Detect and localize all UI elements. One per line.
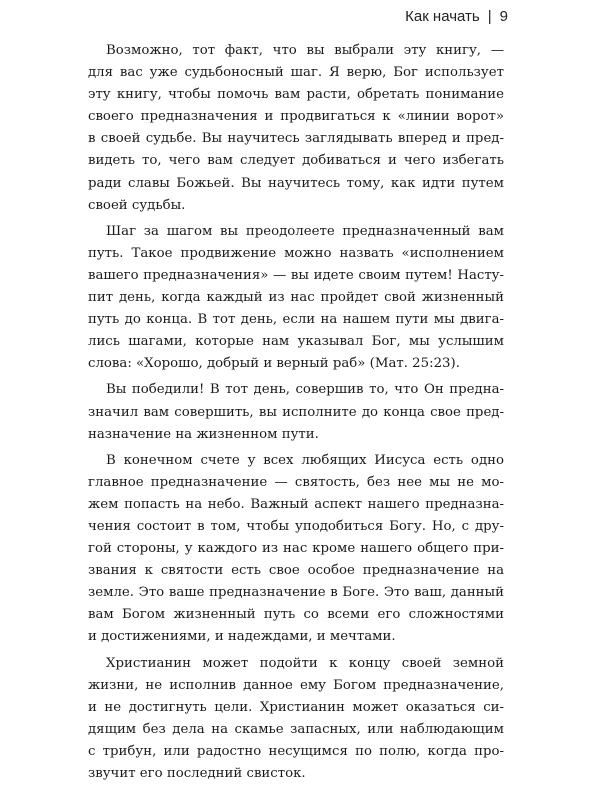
text-line: жизни, не исполнив данное ему Богом предназначение,: [88, 677, 504, 693]
text-line: Вы победили! В тот день, совершив то, что Он предна-: [106, 382, 504, 398]
text-line: главное предназначение — святость, без нее мы не мо-: [88, 474, 504, 490]
text-line: путь. Такое продвижение можно назвать «исполнением: [88, 245, 504, 261]
header-separator: |: [487, 8, 492, 25]
running-header-title: Как начать: [405, 8, 480, 25]
text-line: своей судьбы.: [88, 197, 186, 213]
text-line: звучит его последний свисток.: [88, 766, 306, 781]
text-line: слова: «Хорошо, добрый и верный раб» (Мат. 25:23).: [88, 356, 460, 372]
text-line: Христианин может подойти к концу своей земной: [106, 655, 504, 671]
text-line: значил вам совершить, вы исполните до конца свое пред-: [88, 404, 504, 420]
text-line: гой стороны, у каждого из нас кроме нашего общего при-: [88, 541, 504, 557]
text-line: эту книгу, чтобы помочь вам расти, обретать понимание: [88, 87, 504, 103]
paragraph-3: [88, 379, 504, 445]
text-line: своего предназначения и продвигаться к «линии ворот»: [88, 109, 504, 125]
text-line: Возможно, тот факт, что вы выбрали эту книгу, —: [106, 43, 504, 58]
text-line: жем попасть на небо. Важный аспект нашего предназна-: [88, 496, 504, 512]
text-line: ради славы Божьей. Вы научитесь тому, как идти путем: [88, 175, 504, 191]
text-line: звания к святости есть свое особое предназначение на: [88, 563, 504, 579]
text-line: видеть то, чего вам следует добиваться и чего избегать: [88, 153, 504, 169]
text-line: пит день, когда каждый из нас пройдет свой жизненный: [88, 290, 504, 306]
text-line: Шаг за шагом вы преодолеете предназначенный вам: [106, 223, 504, 239]
paragraph-1: [88, 40, 504, 217]
text-line: с трибун, или радостно несущимся по полю, когда про-: [88, 743, 504, 759]
text-line: чения состоит в том, чтобы уподобиться Богу. Но, с дру-: [88, 518, 504, 534]
text-line: для вас уже судьбоносный шаг. Я верю, Бог использует: [88, 65, 504, 81]
text-line: земле. Это ваше предназначение в Боге. Это ваш, данный: [88, 585, 504, 601]
running-header: [405, 8, 508, 25]
text-line: лись шагами, которые нам указывал Бог, мы услышим: [88, 334, 504, 350]
paragraph-2: [88, 221, 504, 376]
text-line: в своей судьбе. Вы научитесь заглядывать вперед и пред-: [88, 131, 504, 147]
text-line: вам Богом жизненный путь со всеми его сложностями: [88, 607, 504, 623]
paragraph-5: [88, 653, 504, 785]
text-line: вашего предназначения» — вы идете своим путем! Насту-: [88, 267, 504, 283]
text-line: путь до конца. В тот день, если на нашем пути мы двига-: [88, 312, 504, 328]
text-line: дящим без дела на скамье запасных, или наблюдающим: [88, 721, 504, 737]
paragraph-4: [88, 450, 504, 649]
page-number: 9: [499, 8, 508, 25]
text-line: и достижениями, и надеждами, и мечтами.: [88, 629, 396, 645]
text-line: назначение на жизненном пути.: [88, 426, 319, 442]
text-line: и не достигнуть цели. Христианин может оказаться си-: [88, 699, 504, 715]
text-line: В конечном счете у всех любящих Иисуса есть одно: [106, 452, 504, 468]
body-text: [88, 40, 504, 785]
